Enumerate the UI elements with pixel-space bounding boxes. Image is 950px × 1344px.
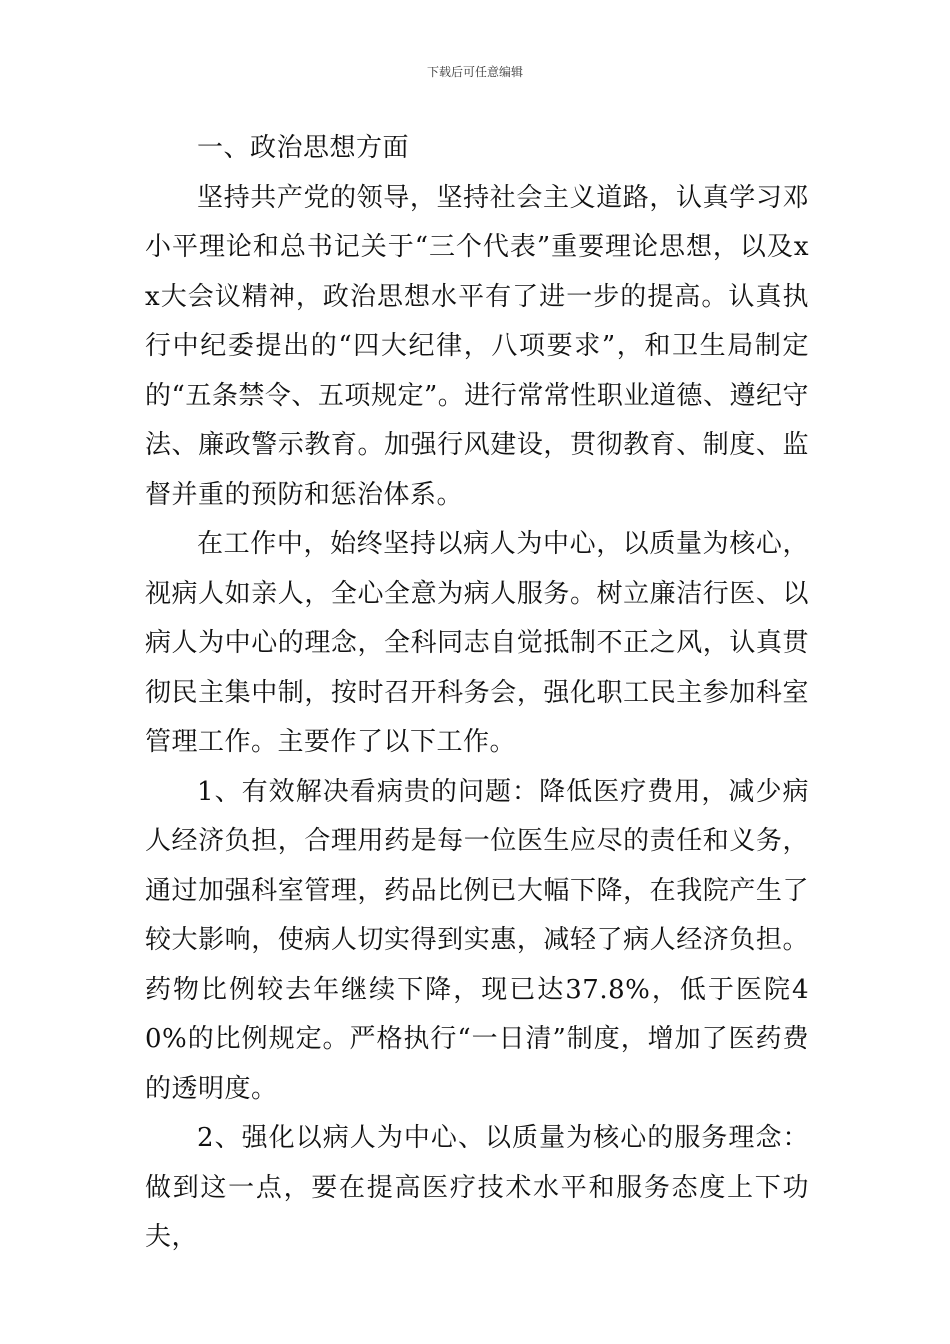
page-header-note: 下载后可任意编辑 <box>426 65 523 79</box>
paragraph-item-1: 1、有效解决看病贵的问题：降低医疗费用，减少病人经济负担，合理用药是每一位医生应尽的责任和义务，通过加强科室管理，药品比例已大幅下降，在我院产生了较大影响，使病人切实得到实惠，减轻了病人经济负担。药物比例较去年继续下降，现已达37.8%，低于医院40%的比例规定。严格执行“一日清”制度，增加了医药费的透明度。 <box>145 776 809 1104</box>
paragraph-item-2: 2、强化以病人为中心、以质量为核心的服务理念：做到这一点，要在提高医疗技术水平和服务态度上下功夫， <box>145 1123 809 1252</box>
paragraph-work: 在工作中，始终坚持以病人为中心，以质量为核心，视病人如亲人，全心全意为病人服务。树立廉洁行医、以病人为中心的理念，全科同志自觉抵制不正之风，认真贯彻民主集中制，按时召开科务会，强化职工民主参加科室管理工作。主要作了以下工作。 <box>145 529 809 757</box>
document-body <box>145 124 809 1263</box>
paragraph-political: 坚持共产党的领导，坚持社会主义道路，认真学习邓小平理论和总书记关于“三个代表”重要理论思想，以及xx大会议精神，政治思想水平有了进一步的提高。认真执行中纪委提出的“四大纪律，八项要求”，和卫生局制定的“五条禁令、五项规定”。进行常常性职业道德、遵纪守法、廉政警示教育。加强行风建设，贯彻教育、制度、监督并重的预防和惩治体系。 <box>145 182 809 510</box>
section-heading: 一、政治思想方面 <box>197 133 410 163</box>
